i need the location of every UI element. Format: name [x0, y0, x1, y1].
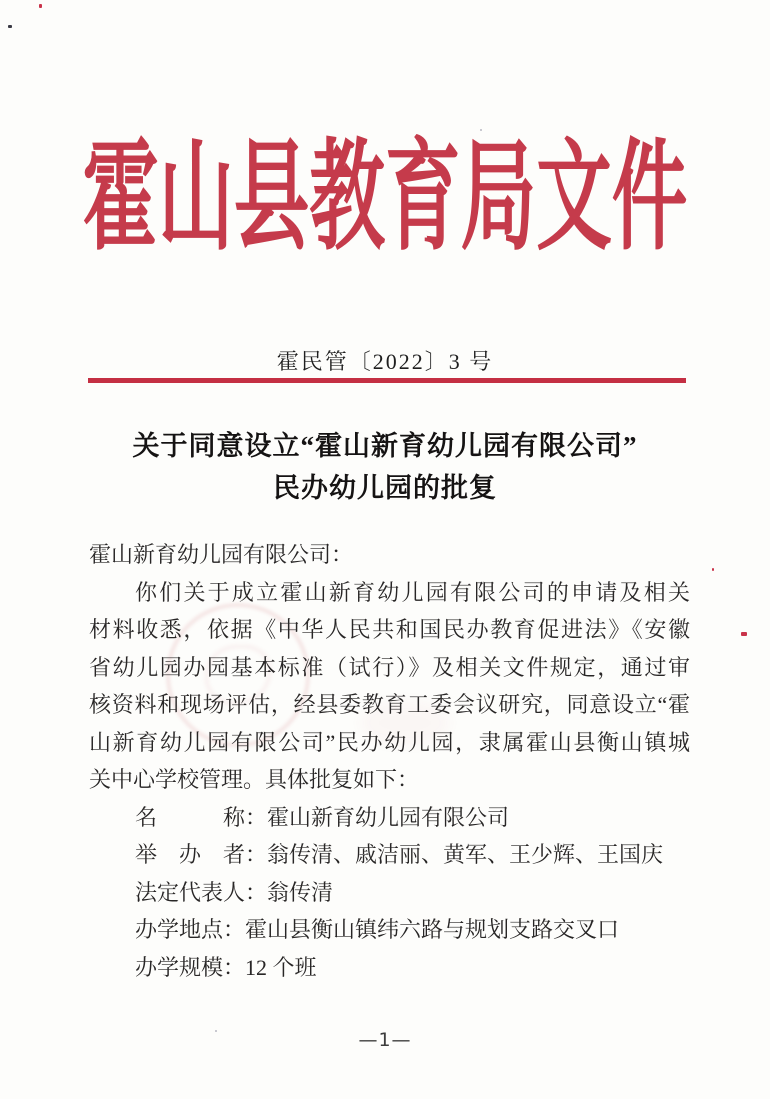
agency-header	[0, 132, 770, 264]
body-line: 关中心学校管理。具体批复如下：	[89, 767, 420, 792]
detail-line-organizers: 举 办 者：翁传清、戚洁丽、黄军、王少辉、王国庆	[135, 842, 664, 867]
body-line: 材料收悉，依据《中华人民共和国民办教育促进法》《安徽	[89, 617, 690, 642]
scan-speck	[8, 25, 12, 28]
document-body	[89, 536, 690, 986]
detail-line-location: 办学地点：霍山县衡山镇纬六路与规划支路交叉口	[135, 917, 620, 942]
detail-line-scale: 办学规模：12 个班	[135, 954, 317, 980]
document-title	[0, 425, 770, 509]
agency-header-title: 霍山县教育局文件	[82, 131, 688, 264]
document-number: 霍民管〔2022〕3 号	[276, 349, 494, 374]
scan-speck	[712, 568, 714, 571]
body-line: 你们关于成立霍山新育幼儿园有限公司的申请及相关	[135, 579, 690, 605]
page-number: —1—	[358, 1029, 412, 1051]
document-title-line2: 民办幼儿园的批复	[273, 473, 497, 503]
scan-speck	[741, 632, 747, 636]
detail-line-name: 名 称：霍山新育幼儿园有限公司	[135, 804, 510, 830]
scan-speck	[39, 4, 42, 8]
detail-line-legal-representative: 法定代表人：翁传清	[135, 879, 334, 905]
red-divider-line	[88, 378, 686, 383]
body-line: 核资料和现场评估，经县委教育工委会议研究，同意设立“霍	[89, 692, 690, 717]
body-line: 省幼儿园办园基本标准（试行）》及相关文件规定，通过审	[89, 654, 690, 680]
salutation-line: 霍山新育幼儿园有限公司：	[89, 542, 354, 567]
body-line: 山新育幼儿园有限公司”民办幼儿园，隶属霍山县衡山镇城	[89, 729, 690, 755]
document-title-line1: 关于同意设立“霍山新育幼儿园有限公司”	[132, 431, 638, 461]
